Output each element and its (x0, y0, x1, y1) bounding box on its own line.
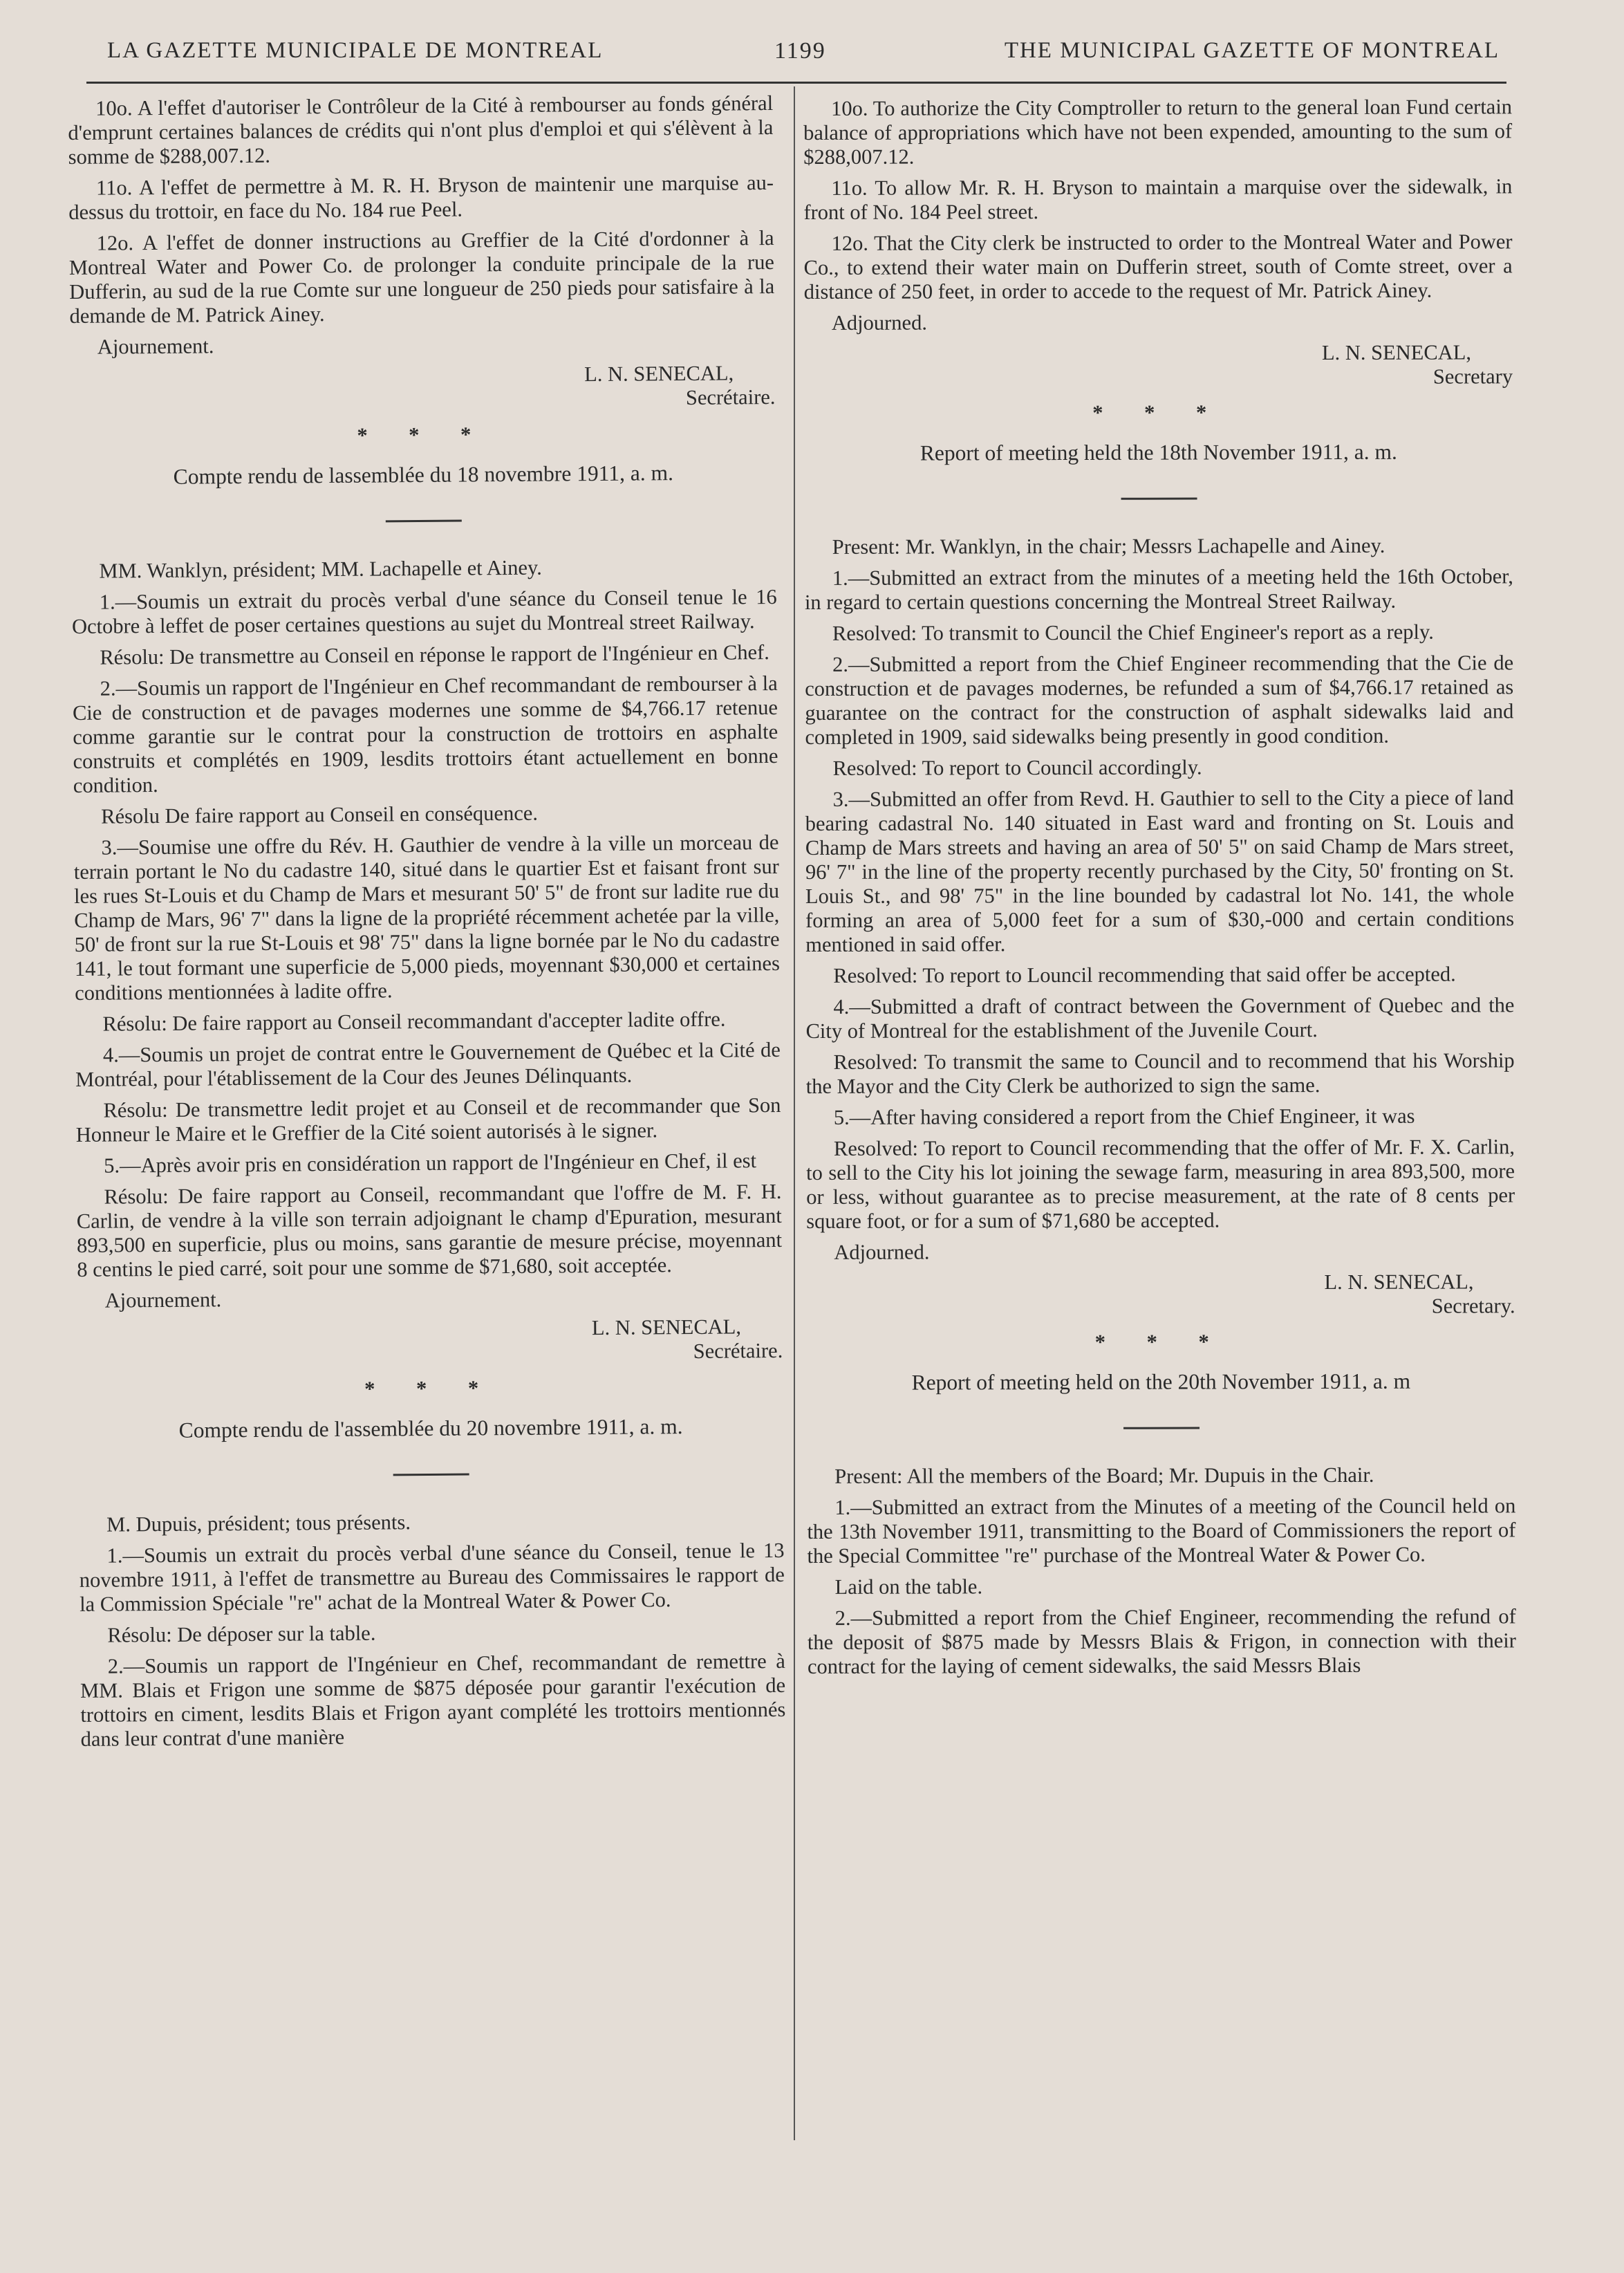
en-item-1: 1.—Submitted an extract from the Minutes of a meeting of the Council held on the 13th November 1911, transmitting to the Board of Commissioners the report of the Special Committee "re" purchase of the Montreal Water & Power Co. (807, 1494, 1516, 1568)
french-column (68, 91, 786, 1759)
fr-item-5: 5.—Après avoir pris en considération un rapport de l'Ingénieur en Chef, il est (104, 1149, 757, 1178)
section-separator: * * * (1092, 400, 1225, 425)
short-rule (386, 520, 462, 523)
en-signature-name: L. N. SENECAL, (1321, 340, 1472, 365)
fr-item-2: 2.—Soumis un rapport de l'Ingénieur en Chef recommandant de rembourser à la Cie de construction et de pavages modernes une somme de $4,766.17 retenue comme garantie sur le contrat pour la construction de trottoirs en asphalte construits et complétés en 1909, lesdits trottoirs étant actuellement en bonne condition. (72, 671, 778, 797)
header-english-title: THE MUNICIPAL GAZETTE OF MONTREAL (1004, 38, 1500, 63)
short-rule (393, 1474, 469, 1476)
en-meeting-title-18nov: Report of meeting held the 18th November 1911, a. m. (920, 439, 1397, 465)
english-column (803, 95, 1516, 1686)
fr-resolution-5: Résolu: De faire rapport au Conseil, recommandant que l'offre de M. F. H. Carlin, de vendre à la ville son terrain adjoignant le champ d'Epuration, mesurant 893,500 en superficie, plus ou moins, sans garantie de mesure précise, moyennant 8 centins le pied carré, soit pour une somme de $71,680, soit acceptée. (76, 1179, 783, 1281)
en-item-12: 12o. That the City clerk be instructed to order to the Montreal Water and Power Co., to extend their water main on Dufferin street, south of Comte street, over a distance of 250 feet, in order to accede to the request of Mr. Patrick Ainey. (803, 230, 1513, 304)
en-signature-name: L. N. SENECAL, (1324, 1270, 1474, 1295)
fr-signature-name: L. N. SENECAL, (584, 361, 734, 387)
fr-signature-title: Secrétaire. (685, 384, 776, 409)
en-item-11: 11o. To allow Mr. R. H. Bryson to maintain a marquise over the sidewalk, in front of No. 184 Peel street. (803, 174, 1513, 224)
fr-item-11: 11o. A l'effet de permettre à M. R. H. Bryson de maintenir une marquise au-dessus du trottoir, en face du No. 184 rue Peel. (68, 170, 774, 224)
en-signature-title: Secretary. (1431, 1294, 1515, 1318)
page-number: 1199 (774, 38, 826, 64)
en-resolution-4: Resolved: To transmit the same to Council and to recommend that his Worship the Mayor and the City Clerk be authorized to sign the same. (805, 1048, 1515, 1098)
header-french-title: LA GAZETTE MUNICIPALE DE MONTREAL (107, 38, 604, 63)
en-resolution-1: Resolved: To transmit to Council the Chief Engineer's report as a reply. (832, 620, 1434, 645)
fr-item-1: 1.—Soumis un extrait du procès verbal d'une séance du Conseil, tenue le 13 novembre 1911, à l'effet de transmettre au Bureau des Commissaires le rapport de la Commission Spéciale "re" achat de la Montreal Water & Power Co. (79, 1538, 785, 1616)
fr-resolution-1: Résolu: De déposer sur la table. (107, 1621, 376, 1647)
en-item-5: 5.—After having considered a report from the Chief Engineer, it was (833, 1104, 1415, 1129)
fr-meeting-title-18nov: Compte rendu de lassemblée du 18 novembre 1911, a. m. (173, 461, 674, 489)
fr-resolution-4: Résolu: De transmettre ledit projet et au Conseil et de recommander que Son Honneur le Maire et le Greffier de la Cité soient autorisés à le signer. (75, 1093, 781, 1147)
fr-present-20nov: M. Dupuis, président; tous présents. (106, 1510, 411, 1537)
en-item-1: 1.—Submitted an extract from the minutes of a meeting held the 16th October, in regard to certain questions concerning the Montreal Street Railway. (804, 564, 1513, 614)
fr-item-12: 12o. A l'effet de donner instructions au Greffier de la Cité d'ordonner à la Montreal Water and Power Co. de prolonger la conduite principale de la rue Dufferin, au sud de la rue Comte sur une longueur de 250 pieds pour satisfaire à la demande de M. Patrick Ainey. (68, 225, 775, 328)
header-rule (86, 82, 1506, 84)
fr-item-4: 4.—Soumis un projet de contrat entre le Gouvernement de Québec et la Cité de Montréal, pour l'établissement de la Cour des Jeunes Délinquants. (75, 1037, 781, 1091)
fr-adjournment: Ajournement. (104, 1288, 222, 1312)
en-adjournment: Adjourned. (831, 310, 927, 335)
en-signature (806, 1270, 1515, 1320)
fr-resolution-1: Résolu: De transmettre au Conseil en réponse le rapport de l'Ingénieur en Chef. (100, 640, 769, 669)
en-resolution-1: Laid on the table. (834, 1575, 983, 1599)
en-resolution-2: Resolved: To report to Council accordingly. (832, 755, 1202, 780)
fr-signature-title: Secrétaire. (693, 1338, 783, 1363)
en-item-10: 10o. To authorize the City Comptroller to return to the general loan Fund certain balance of appropriations which have not been expended, amounting to the sum of $288,007.12. (803, 95, 1513, 169)
en-present-18nov: Present: Mr. Wanklyn, in the chair; Messrs Lachapelle and Ainey. (832, 533, 1385, 559)
section-separator: * * * (1094, 1330, 1227, 1354)
fr-item-3: 3.—Soumise une offre du Rév. H. Gauthier de vendre à la ville un morceau de terrain portant le No du cadastre 140, situé dans le quartier Est et faisant front sur les rues St-Louis et du Champ de Mars et mesurant 50' 5" de front sur ladite rue du Champ de Mars, 96' 7" dans la ligne de la propriété récemment achetée par la ville, 50' de front sur la rue St-Louis et 98' 75" dans la ligne bornée par le No du cadastre 141, le tout formant une superficie de 5,000 pieds, moyennant $30,000 et certaines conditions mentionnées à ladite offre. (73, 830, 781, 1005)
en-item-3: 3.—Submitted an offer from Revd. H. Gauthier to sell to the City a piece of land bearing cadastral No. 140 situated in East ward and fronting on St. Louis and Champ de Mars streets and having an area of 50' 5" on said Champ de Mars street, 96' 7" in the line of the property recently purchased by the City, 50' fronting on St. Louis St., and 98' 75" in the line bounded by cadastral lot No. 141, the whole forming an area of 5,000 feet for a sum of $30,-000 and certain conditions mentioned in said offer. (805, 786, 1515, 956)
en-meeting-title-20nov: Report of meeting held on the 20th November 1911, a. m (911, 1369, 1411, 1395)
fr-item-2: 2.—Soumis un rapport de l'Ingénieur en Chef, recommandant de remettre à MM. Blais et Frigon une somme de $875 déposée pour garantir l'exécution de trottoirs en ciment, lesdits Blais et Frigon ayant complété les trottoirs mentionnés dans leur contrat d'une manière (80, 1649, 786, 1751)
fr-signature (77, 1315, 783, 1369)
fr-meeting-title-20nov: Compte rendu de l'assemblée du 20 novembre 1911, a. m. (178, 1414, 683, 1442)
section-separator: * * * (357, 423, 489, 447)
en-item-2: 2.—Submitted a report from the Chief Engineer, recommending the refund of the deposit of $875 made by Messrs Blais & Frigon, in connection with their contract for the laying of cement sidewalks, the said Messrs Blais (807, 1604, 1516, 1678)
fr-signature (70, 361, 776, 415)
fr-adjournment: Ajournement. (97, 334, 214, 359)
column-divider (794, 86, 795, 2140)
fr-resolution-3: Résolu: De faire rapport au Conseil recommandant d'accepter ladite offre. (102, 1007, 726, 1036)
en-resolution-3: Resolved: To report to Louncil recommending that said offer be accepted. (833, 962, 1456, 987)
fr-item-1: 1.—Soumis un extrait du procès verbal d'une séance du Conseil tenue le 16 Octobre à leffet de poser certaines questions au sujet du Montreal street Railway. (71, 584, 777, 638)
short-rule (1121, 498, 1197, 500)
short-rule (1123, 1427, 1200, 1429)
running-header (107, 38, 1500, 73)
fr-item-10: 10o. A l'effet d'autoriser le Contrôleur de la Cité à rembourser au fonds général d'emprunt certaines balances de crédits qui n'ont plus d'emploi et qui s'élèvent à la somme de $288,007.12. (68, 91, 774, 169)
en-signature-title: Secretary (1432, 364, 1513, 389)
en-item-4: 4.—Submitted a draft of contract between the Government of Quebec and the City of Montreal for the establishment of the Juvenile Court. (805, 993, 1515, 1043)
section-separator: * * * (364, 1376, 497, 1401)
en-resolution-5: Resolved: To report to Council recommending that the offer of Mr. F. X. Carlin, to sell to the City his lot joining the sewage farm, measuring in area 893,500, more or less, without guarantee as to precise measurement, at the rate of 8 cents per square foot, or for a sum of $71,680 be accepted. (806, 1135, 1515, 1233)
en-item-2: 2.—Submitted a report from the Chief Engineer recommending that the Cie de construction et de pavages modernes, be refunded a sum of $4,766.17 retained as guarantee on the contract for the construction of asphalt sidewalks laid and completed in 1909, said sidewalks being presently in good condition. (805, 651, 1514, 749)
en-signature (804, 340, 1513, 391)
en-adjournment: Adjourned. (834, 1240, 930, 1264)
fr-resolution-2: Résolu De faire rapport au Conseil en conséquence. (101, 801, 539, 828)
fr-present-18nov: MM. Wanklyn, président; MM. Lachapelle et Ainey. (99, 555, 542, 583)
en-present-20nov: Present: All the members of the Board; Mr. Dupuis in the Chair. (834, 1463, 1374, 1488)
fr-signature-name: L. N. SENECAL, (591, 1315, 742, 1340)
